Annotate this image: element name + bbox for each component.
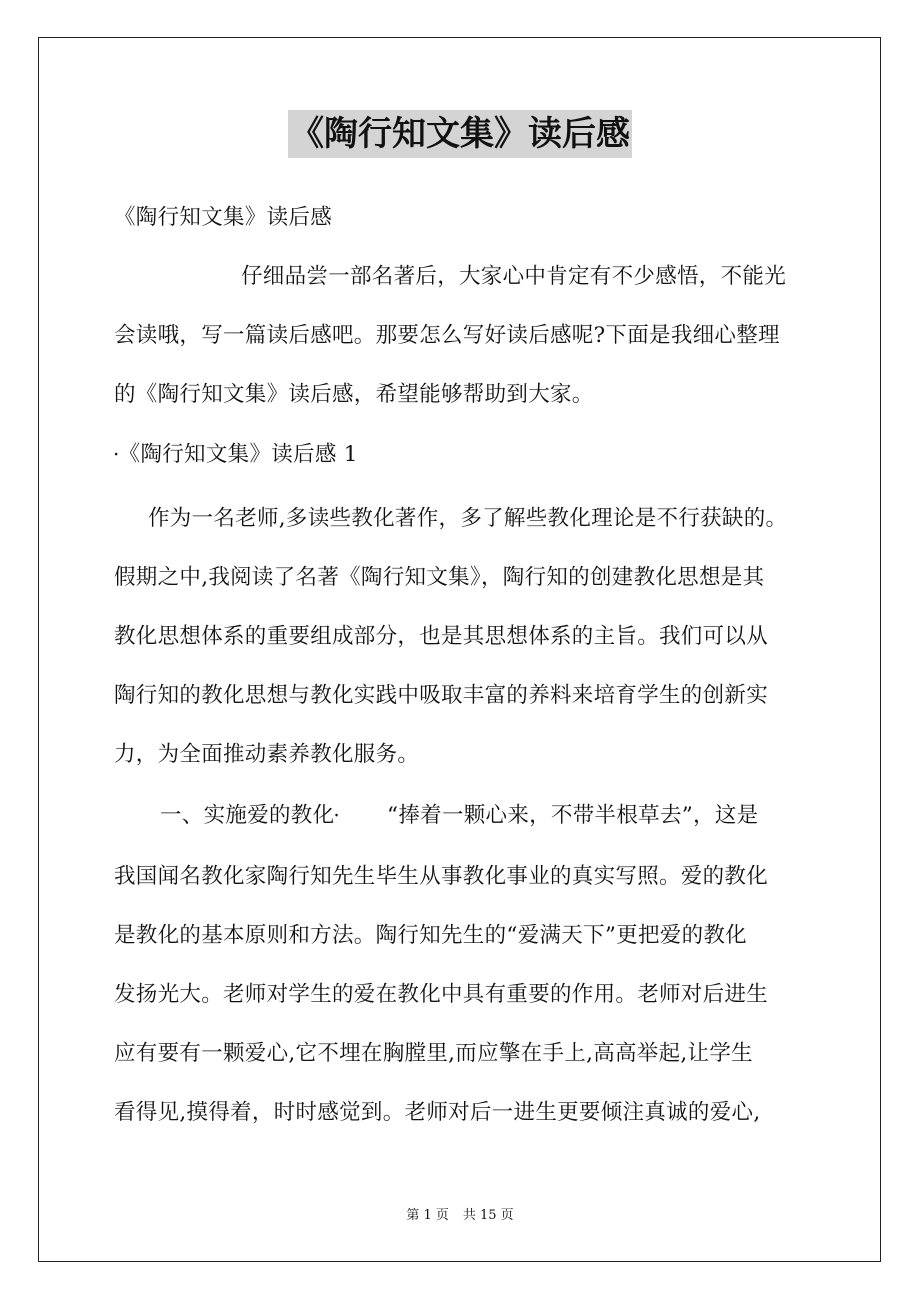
page-total: 共 15 页 — [462, 1208, 514, 1223]
title-container — [0, 110, 920, 158]
page-footer — [0, 1207, 920, 1225]
page-title: 《陶行知文集》读后感 — [288, 110, 632, 158]
para1-line-3: 教化思想体系的重要组成部分，也是其思想体系的主旨。我们可以从 — [114, 624, 769, 649]
para2-line-3: 是教化的基本原则和方法。陶行知先生的“爱满天下”更把爱的教化 — [114, 923, 747, 948]
intro-line-3: 的《陶行知文集》读后感，希望能够帮助到大家。 — [114, 382, 594, 407]
subtitle: 《陶行知文集》读后感 — [114, 205, 333, 230]
para1-line-4: 陶行知的教化思想与教化实践中吸取丰富的养料来培育学生的创新实 — [114, 683, 769, 708]
para1-line-2: 假期之中,我阅读了名著《陶行知文集》，陶行知的创建教化思想是其 — [114, 565, 765, 590]
para1-line-5: 力，为全面推动素养教化服务。 — [114, 742, 420, 767]
para2-line-1 — [160, 801, 758, 831]
intro-line-1: 仔细品尝一部名著后，大家心中肯定有不少感悟，不能光 — [241, 264, 787, 289]
intro-line-2: 会读哦，写一篇读后感吧。那要怎么写好读后感呢?下面是我细心整理 — [114, 323, 780, 348]
page-number: 第 1 页 — [406, 1208, 449, 1223]
para2-line-2: 我国闻名教化家陶行知先生毕生从事教化事业的真实写照。爱的教化 — [114, 864, 769, 889]
para2-line-4: 发扬光大。老师对学生的爱在教化中具有重要的作用。老师对后进生 — [114, 982, 769, 1007]
section-heading — [114, 440, 358, 470]
section-one-heading: 一、实施爱的教化 — [160, 803, 335, 828]
bullet-icon: ꞏ — [334, 808, 340, 824]
para1-line-1: 作为一名老师,多读些教化著作，多了解些教化理论是不行获缺的。 — [148, 506, 788, 531]
para2-line-5: 应有要有一颗爱心,它不埋在胸膛里,而应擎在手上,高高举起,让学生 — [114, 1041, 753, 1066]
para2-line-6: 看得见,摸得着，时时感觉到。老师对后一进生更要倾注真诚的爱心, — [114, 1100, 761, 1125]
quote-text: “捧着一颗心来，不带半根草去”，这是 — [387, 803, 759, 828]
bullet-icon: ꞏ — [114, 447, 119, 463]
section-heading-text: 《陶行知文集》读后感 1 — [118, 442, 358, 467]
